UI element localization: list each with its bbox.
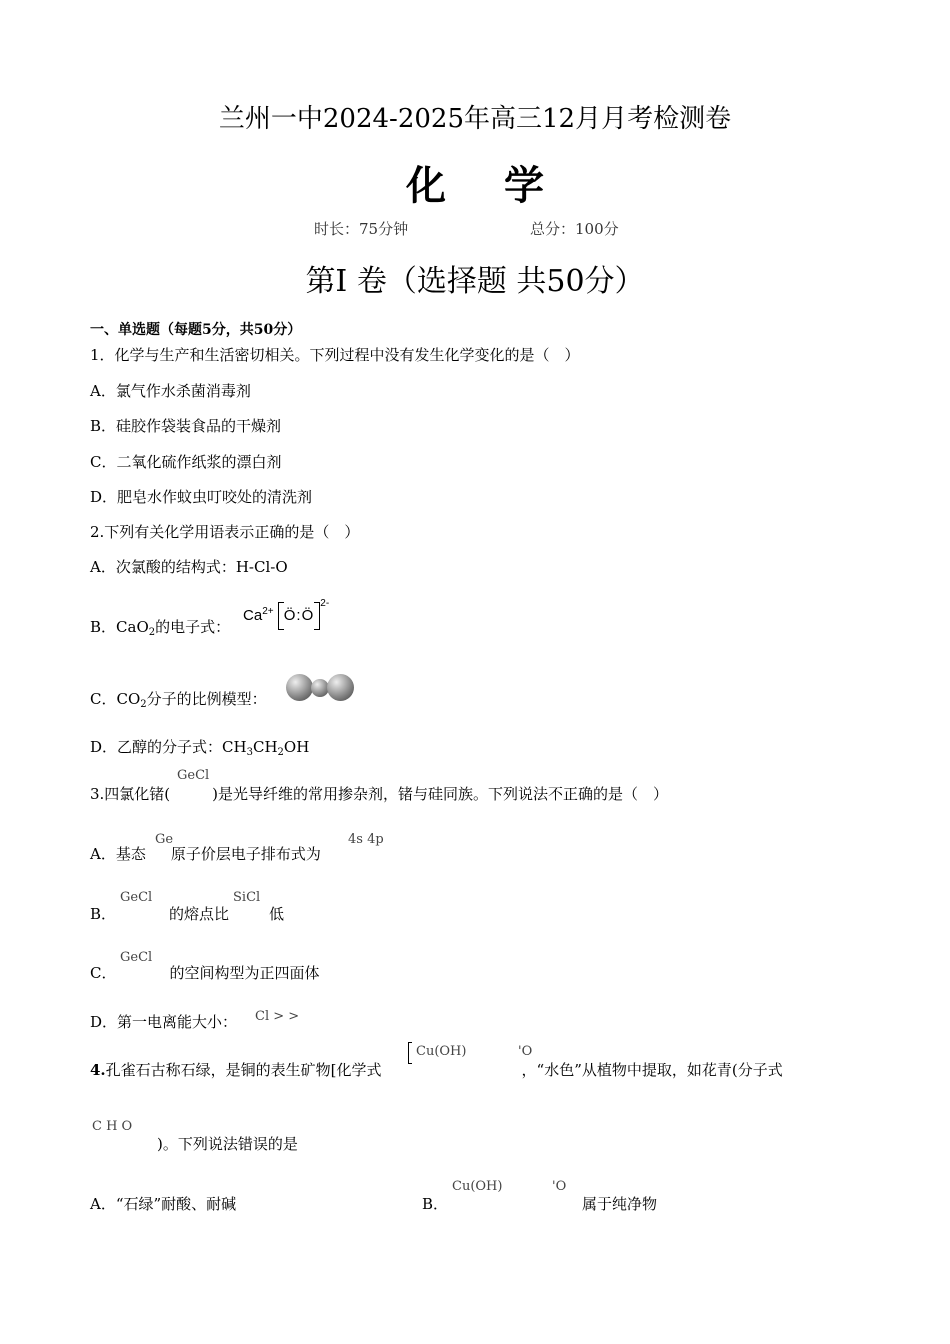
q4-number: 4. [90,1061,106,1079]
q2-b-post: 的电子式： [155,618,231,636]
q3-b-post: 低 [269,905,285,923]
q2-peroxide-charge: 2- [320,598,330,609]
q3-stem-pre: 3.四氯化锗( [90,785,171,803]
q1-option-a: A．氯气作水杀菌消毒剂 [90,382,251,400]
q2-c-pre: C．CO [90,690,141,708]
q2-electron-formula [243,598,329,630]
q3-c-post: 的空间构型为正四面体 [169,964,320,982]
q1-option-c: C．二氧化硫作纸浆的漂白剂 [90,453,282,471]
exam-title: 兰州一中2024-2025年高三12月月考检测卷 [218,104,732,134]
q1-stem: 1．化学与生产和生活密切相关。下列过程中没有发生化学变化的是（ ） [90,346,580,364]
q3-b-mid: 的熔点比 [169,905,230,923]
section-title: 第I 卷（选择题 共50分） [305,264,645,299]
exam-total-score: 总分：100分 [530,220,619,238]
part-heading: 一、单选题（每题5分，共50分） [90,322,302,338]
q4-stem-formula2: 'O [518,1044,533,1059]
q4-bracket-icon [408,1042,412,1064]
q1-option-b: B．硅胶作袋装食品的干燥剂 [90,417,282,435]
q3-stem-formula: GeCl [177,768,210,783]
subject-title: 化学 [406,162,602,209]
q4-stem-text: 孔雀石古称石绿，是铜的表生矿物[化学式 [105,1061,382,1079]
q3-a-formula: Ge [155,832,174,847]
q3-b-formula2: SiCl [233,890,261,905]
q3-option-a [90,843,321,864]
q2-ca-ion: Ca [243,607,263,624]
q2-option-b [90,616,230,638]
q3-stem-post: )是光导纤维的常用掺杂剂，锗与硅同族。下列说法不正确的是（ ） [212,785,669,803]
oxygen-atom-right [327,674,354,701]
q2-option-a: A．次氯酸的结构式：H-Cl-O [90,558,288,576]
q3-b-pre: B． [90,905,117,923]
q3-d-formula: Cl > > [255,1009,300,1024]
q3-a-config: 4s 4p [348,832,384,847]
co2-space-filling-model-icon [286,673,358,703]
q4-b-formula: Cu(OH) [452,1179,503,1194]
q2-option-d [90,736,309,758]
q4-option-b [422,1193,657,1214]
q2-c-post: 分子的比例模型： [146,690,267,708]
q2-b-pre: B．CaO [90,618,149,636]
q4-stem [90,1059,783,1080]
q4-line2-formula: C H O [92,1119,133,1134]
q4-b-formula2: 'O [552,1179,567,1194]
q3-a-mid: 原子价层电子排布式为 [170,845,321,863]
q4-stem-post: ，“水色”从植物中提取，如花青(分子式 [521,1061,783,1079]
q2-ca-charge: 2+ [262,606,274,617]
oxygen-atom-left [286,674,313,701]
q1-option-d: D．肥皂水作蚊虫叮咬处的清洗剂 [90,488,313,506]
q2-d-sub2: 2 [277,747,284,758]
q3-c-pre: C． [90,964,117,982]
q3-b-formula1: GeCl [120,890,153,905]
q3-option-c [90,962,320,983]
q3-option-b [90,903,284,924]
q2-d-sub1: 3 [246,747,253,758]
q2-d-pre: D．乙醇的分子式：CH [90,738,247,756]
q3-option-d: D．第一电离能大小： [90,1013,238,1031]
q4-stem-formula: Cu(OH) [416,1044,467,1059]
q2-d-post: OH [283,738,310,756]
q4-b-post: 属于纯净物 [582,1195,658,1213]
q2-b-sub: 2 [148,627,156,638]
q4-b-pre: B． [422,1195,449,1213]
q2-option-c [90,688,267,710]
exam-duration: 时长：75分钟 [314,220,409,238]
q4-line2-post: )。下列说法错误的是 [157,1135,298,1153]
q2-peroxide-dots: Ö:Ö [283,607,315,624]
q4-option-a: A．“石绿”耐酸、耐碱 [90,1195,237,1213]
q3-stem [90,783,668,804]
q2-c-sub: 2 [140,699,147,710]
q2-d-mid: CH [252,738,278,756]
q2-stem: 2.下列有关化学用语表示正确的是（ ） [90,523,360,541]
q3-a-pre: A．基态 [90,845,146,863]
q3-c-formula: GeCl [120,950,153,965]
